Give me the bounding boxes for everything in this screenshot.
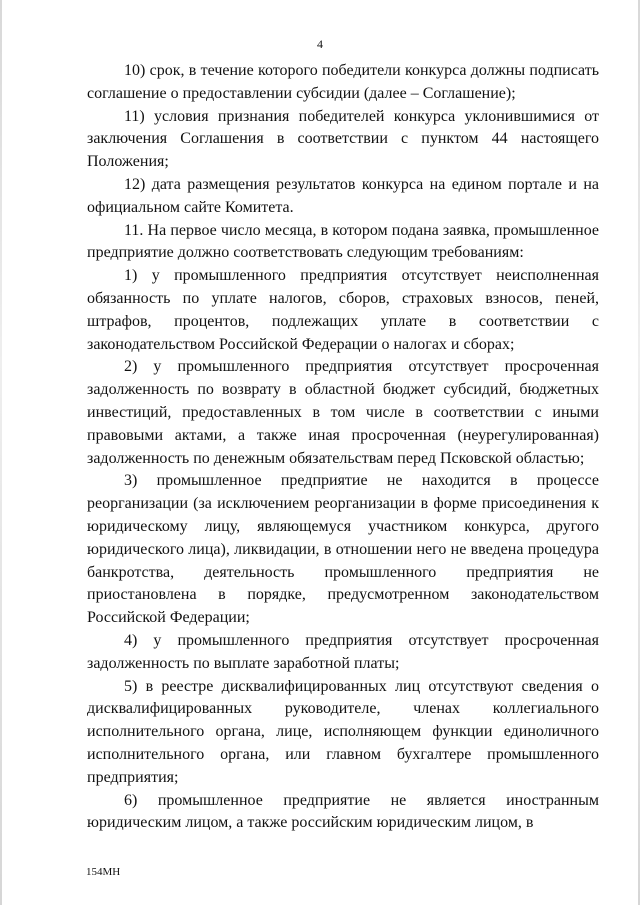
paragraph-item-11: 11) условия признания победителей конкурса уклонившимися от заключения Соглашения в соответствии с пунктом 44 настоящего Положения; [87,107,599,171]
paragraph-item-12: 12) дата размещения результатов конкурса на едином портале и на официальном сайте Комитета. [87,175,599,216]
scan-edge-left [0,0,2,905]
document-body [87,60,599,835]
paragraph-requirement-1: 1) у промышленного предприятия отсутствует неисполненная обязанность по уплате налогов, сборов, страховых взносов, пеней, штрафов, процентов, подлежащих уплате в соответствии с законодательством Российской Федерации о налогах и сборах; [87,267,599,353]
paragraph-requirement-6: 6) промышленное предприятие не является иностранным юридическим лицом, а также российским юридическим лицом, в [87,791,599,832]
paragraph-clause-11: 11. На первое число месяца, в котором подана заявка, промышленное предприятие должно соответствовать следующим требованиям: [87,221,599,262]
paragraph-requirement-3: 3) промышленное предприятие не находится в процессе реорганизации (за исключением реорганизации в форме присоединения к юридическому лицу, являющемуся участником конкурса, другого юридического лица), ликвидации, в отношении него не введена процедура банкротства, деятельность промышленного предприятия не приостановлена в порядке, предусмотренном законодательством Российской Федерации; [87,472,599,627]
document-code: 154МН [86,866,121,878]
page-number: 4 [317,37,323,51]
paragraph-item-10: 10) срок, в течение которого победители конкурса должны подписать соглашение о предоставлении субсидии (далее – Соглашение); [87,62,599,102]
paragraph-requirement-5: 5) в реестре дисквалифицированных лиц отсутствуют сведения о дисквалифицированных руководителе, членах коллегиального исполнительного органа, лице, исполняющем функции единоличного исполнительного органа, или главном бухгалтере промышленного предприятия; [87,677,599,786]
paragraph-requirement-2: 2) у промышленного предприятия отсутствует просроченная задолженность по возврату в областной бюджет субсидий, бюджетных инвестиций, предоставленных в том числе в соответствии с иными правовыми актами, а также иная просроченная (неурегулированная) задолженность по денежным обязательствам перед Псковской областью; [87,358,599,467]
paragraph-requirement-4: 4) у промышленного предприятия отсутствует просроченная задолженность по выплате заработной платы; [87,631,599,672]
